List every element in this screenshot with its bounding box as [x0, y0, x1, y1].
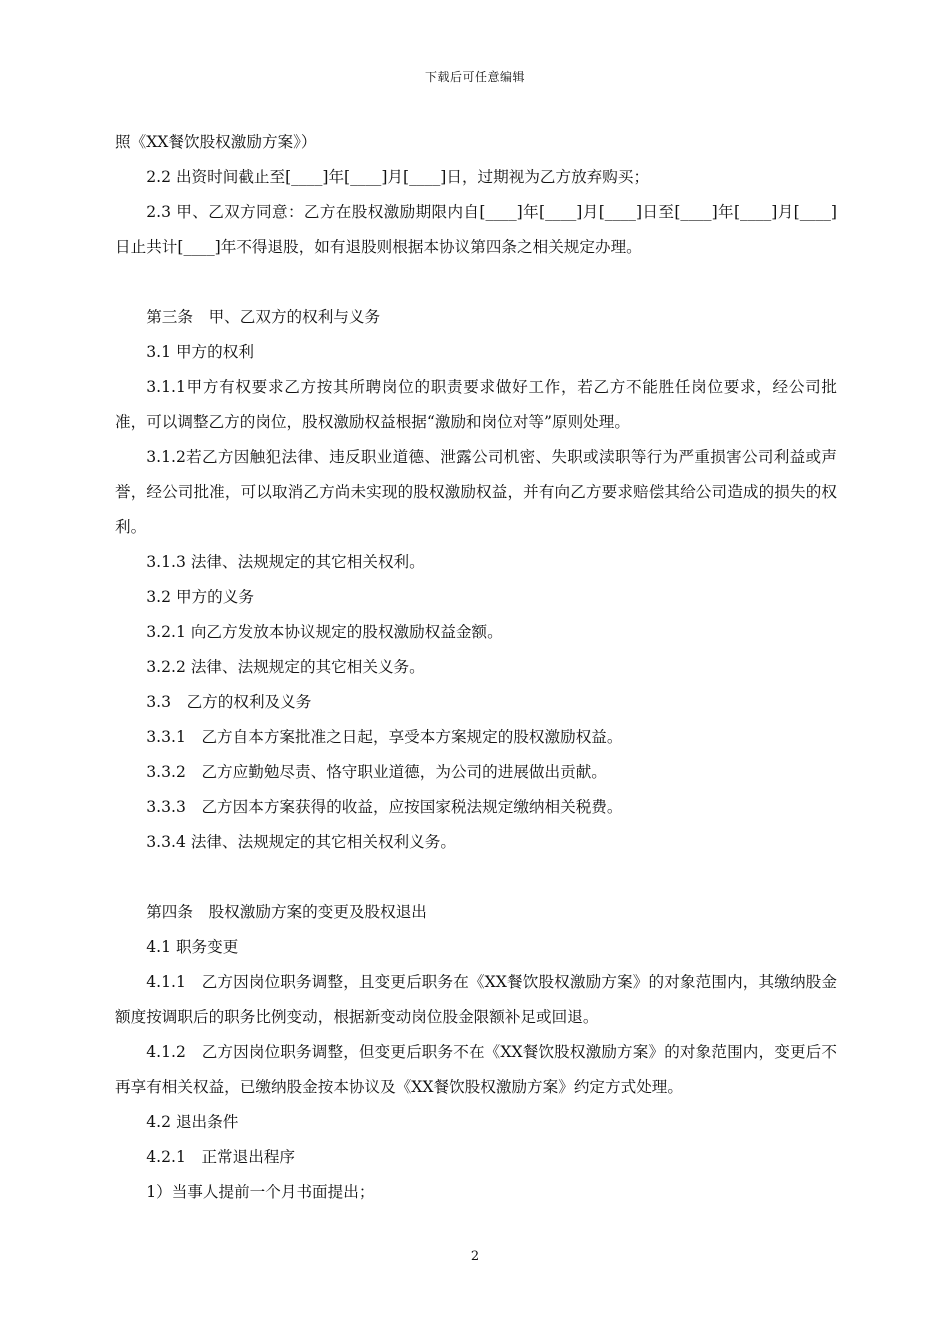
paragraph: 照《XX餐饮股权激励方案》） [115, 133, 317, 151]
paragraph: 3.1.2若乙方因触犯法律、违反职业道德、泄露公司机密、失职或渎职等行为严重损害公司利益或声誉，经公司批准，可以取消乙方尚未实现的股权激励权益，并有向乙方要求赔偿其给公司造成的损失的权利。 [115, 448, 837, 536]
paragraph: 3.2.1 向乙方发放本协议规定的股权激励权益金额。 [146, 623, 503, 641]
paragraph: 3.3.4 法律、法规规定的其它相关权利义务。 [146, 833, 456, 851]
paragraph: 4.2 退出条件 [146, 1113, 239, 1131]
paragraph: 4.1.2 乙方因岗位职务调整，但变更后职务不在《XX餐饮股权激励方案》的对象范围内，变更后不再享有相关权益，已缴纳股金按本协议及《XX餐饮股权激励方案》约定方式处理。 [115, 1043, 837, 1096]
document-body [115, 125, 837, 1210]
paragraph: 1）当事人提前一个月书面提出； [146, 1183, 375, 1201]
paragraph: 4.2.1 正常退出程序 [146, 1148, 296, 1166]
paragraph: 3.1.3 法律、法规规定的其它相关权利。 [146, 553, 425, 571]
paragraph: 3.2.2 法律、法规规定的其它相关义务。 [146, 658, 425, 676]
paragraph: 3.2 甲方的义务 [146, 588, 254, 606]
paragraph: 3.1 甲方的权利 [146, 343, 254, 361]
paragraph: 3.3.1 乙方自本方案批准之日起，享受本方案规定的股权激励权益。 [146, 728, 623, 746]
section-gap [115, 860, 837, 895]
page-number: 2 [470, 1249, 480, 1264]
paragraph: 4.1 职务变更 [146, 938, 239, 956]
section-heading: 第四条 股权激励方案的变更及股权退出 [146, 903, 427, 921]
section-gap [115, 265, 837, 300]
paragraph: 3.3 乙方的权利及义务 [146, 693, 312, 711]
paragraph: 3.3.2 乙方应勤勉尽责、恪守职业道德，为公司的进展做出贡献。 [146, 763, 607, 781]
paragraph: 3.3.3 乙方因本方案获得的收益，应按国家税法规定缴纳相关税费。 [146, 798, 623, 816]
paragraph: 2.2 出资时间截止至[____]年[____]月[____]日，过期视为乙方放弃购买； [146, 168, 650, 186]
paragraph: 4.1.1 乙方因岗位职务调整，且变更后职务在《XX餐饮股权激励方案》的对象范围内，其缴纳股金额度按调职后的职务比例变动，根据新变动岗位股金限额补足或回退。 [115, 973, 837, 1026]
paragraph: 3.1.1甲方有权要求乙方按其所聘岗位的职责要求做好工作，若乙方不能胜任岗位要求，经公司批准，可以调整乙方的岗位，股权激励权益根据“激励和岗位对等”原则处理。 [115, 378, 837, 431]
section-heading: 第三条 甲、乙双方的权利与义务 [146, 308, 381, 326]
paragraph: 2.3 甲、乙双方同意：乙方在股权激励期限内自[____]年[____]月[____]日至[____]年[____]月[____]日止共计[____]年不得退股，如有退股则根据本协议第四条之相关规定办理。 [115, 203, 837, 256]
page-header: 下载后可任意编辑 [424, 70, 525, 84]
